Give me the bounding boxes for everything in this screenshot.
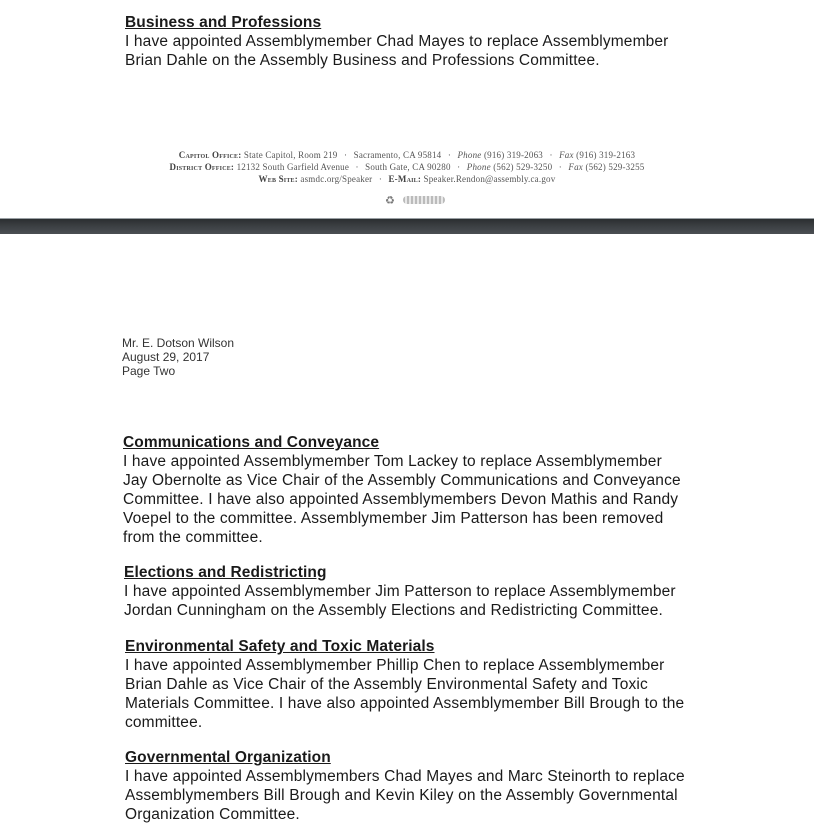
section-heading: Communications and Conveyance: [123, 434, 380, 451]
district-phone-label: Phone: [466, 162, 491, 172]
section-line: I have appointed Assemblymember Jim Patterson to replace Assemblymember: [124, 583, 676, 600]
section-line: I have appointed Assemblymember Phillip Chen to replace Assemblymember: [125, 657, 665, 674]
capitol-phone-label: Phone: [457, 150, 482, 160]
letter-date: August 29, 2017: [122, 350, 210, 364]
footer-district-line: [0, 161, 814, 173]
web-address: asmdc.org/Speaker: [300, 174, 373, 184]
web-label: Web Site:: [258, 174, 298, 184]
section-line: Assemblymembers Bill Brough and Kevin Kiley on the Assembly Governmental: [125, 787, 678, 804]
district-city: South Gate, CA 90280: [365, 162, 451, 172]
section-line: Voepel to the committee. Assemblymember Jim Patterson has been removed: [123, 510, 664, 527]
separator: ·: [558, 162, 562, 172]
union-seal-icon: [403, 196, 445, 204]
separator: ·: [343, 150, 348, 160]
district-fax-label: Fax: [568, 162, 583, 172]
section-elections-redistricting: [124, 564, 744, 620]
capitol-label: Capitol Office:: [178, 150, 242, 160]
letterhead-footer: [0, 149, 814, 185]
recycle-icon: ♻: [385, 195, 395, 207]
capitol-city: Sacramento, CA 95814: [353, 150, 442, 160]
separator: ·: [549, 150, 553, 160]
section-line: Organization Committee.: [125, 806, 300, 823]
section-line: Committee. I have also appointed Assemblymembers Devon Mathis and Randy: [123, 491, 679, 508]
separator: ·: [447, 150, 452, 160]
email-address: Speaker.Rendon@assembly.ca.gov: [423, 174, 556, 184]
capitol-phone: (916) 319-2063: [483, 150, 543, 160]
section-line: from the committee.: [123, 529, 263, 546]
separator: ·: [457, 162, 461, 172]
section-line: I have appointed Assemblymember Tom Lackey to replace Assemblymember: [123, 453, 662, 470]
capitol-fax: (916) 319-2163: [576, 150, 636, 160]
email-label: E-Mail:: [388, 174, 422, 184]
section-heading: Environmental Safety and Toxic Materials: [125, 638, 435, 655]
footer-web-line: [0, 173, 814, 185]
district-phone: (562) 529-3250: [493, 162, 553, 172]
section-line: Materials Committee. I have also appointed Assemblymember Bill Brough to the: [125, 695, 685, 712]
capitol-fax-label: Fax: [559, 150, 574, 160]
section-heading: Governmental Organization: [125, 749, 331, 766]
section-line: committee.: [125, 714, 203, 731]
section-heading: Business and Professions: [125, 14, 322, 31]
section-governmental-organization: [125, 749, 745, 824]
section-line: I have appointed Assemblymember Chad Mayes to replace Assemblymember: [125, 33, 669, 50]
district-address: 12132 South Garfield Avenue: [236, 162, 350, 172]
recipient-name: Mr. E. Dotson Wilson: [122, 336, 235, 350]
section-business-professions: [125, 14, 725, 70]
district-label: District Office:: [169, 162, 235, 172]
capitol-address: State Capitol, Room 219: [243, 150, 338, 160]
page-number: Page Two: [122, 364, 176, 378]
district-fax: (562) 529-3255: [585, 162, 645, 172]
footer-capitol-line: [0, 149, 814, 161]
letter-address-block: [122, 336, 234, 378]
separator: ·: [378, 174, 383, 184]
section-heading: Elections and Redistricting: [124, 564, 327, 581]
section-line: Jay Obernolte as Vice Chair of the Assembly Communications and Conveyance: [123, 472, 681, 489]
section-line: Brian Dahle on the Assembly Business and Professions Committee.: [125, 52, 600, 69]
page-break-divider: [0, 218, 814, 235]
section-environmental-safety: [125, 638, 745, 732]
section-line: Jordan Cunningham on the Assembly Elections and Redistricting Committee.: [124, 602, 663, 619]
section-line: I have appointed Assemblymembers Chad Mayes and Marc Steinorth to replace: [125, 768, 685, 785]
page-one: [0, 0, 814, 218]
separator: ·: [355, 162, 359, 172]
section-communications-conveyance: [123, 434, 743, 547]
section-line: Brian Dahle as Vice Chair of the Assembly Environmental Safety and Toxic: [125, 676, 648, 693]
